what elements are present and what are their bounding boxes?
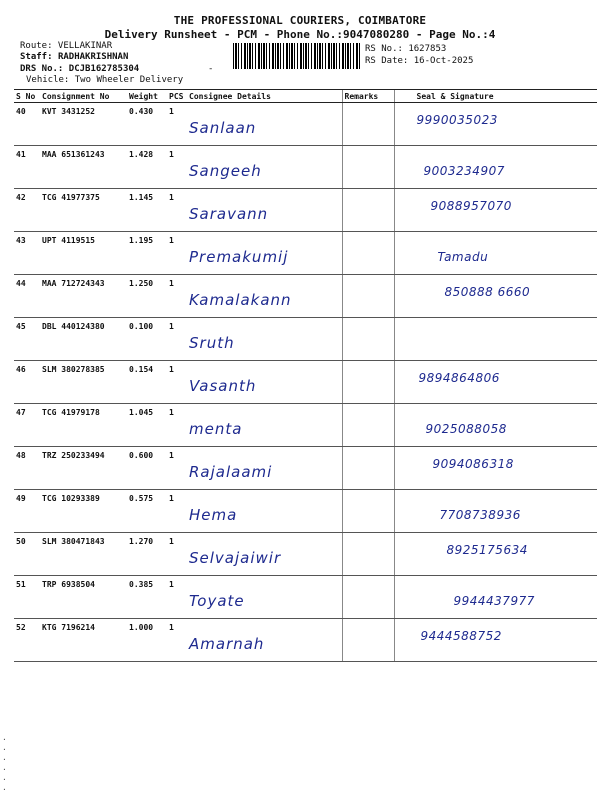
cell-consignment: KTG 7196214 (40, 619, 127, 662)
table-row (14, 232, 597, 275)
table-row (14, 361, 597, 404)
signature-handwriting: 7708738936 (439, 508, 521, 522)
drs-number: DCJB162785304 (68, 64, 140, 74)
cell-consignee (187, 404, 342, 447)
cell-weight: 0.100 (127, 318, 167, 361)
consignee-handwriting: Premakumij (189, 248, 289, 266)
cell-pcs: 1 (167, 576, 187, 619)
signature-handwriting: 9990035023 (416, 113, 498, 127)
cell-consignee (187, 533, 342, 576)
cell-seal (394, 361, 597, 404)
cell-sno: 45 (14, 318, 40, 361)
col-sno: S No (14, 90, 40, 103)
cell-remarks (342, 490, 394, 533)
staff-line (20, 52, 128, 62)
cell-consignee (187, 318, 342, 361)
signature-handwriting: 9003234907 (423, 164, 505, 178)
cell-consignee (187, 447, 342, 490)
signature-handwriting: 9094086318 (432, 457, 514, 471)
signature-handwriting: 9894864806 (418, 371, 500, 385)
cell-weight: 1.045 (127, 404, 167, 447)
cell-consignment: MAA 712724343 (40, 275, 127, 318)
table-header-row (14, 90, 597, 103)
cell-sno: 43 (14, 232, 40, 275)
cell-pcs: 1 (167, 447, 187, 490)
cell-consignee (187, 232, 342, 275)
table-row (14, 189, 597, 232)
cell-consignment: KVT 3431252 (40, 103, 127, 146)
table-row (14, 447, 597, 490)
cell-seal (394, 619, 597, 662)
cell-pcs: 1 (167, 619, 187, 662)
drs-line (20, 64, 139, 74)
cell-weight: 1.428 (127, 146, 167, 189)
cell-pcs: 1 (167, 103, 187, 146)
document-title: THE PROFESSIONAL COURIERS, COIMBATORE (173, 14, 427, 27)
cell-remarks (342, 404, 394, 447)
cell-weight: 1.250 (127, 275, 167, 318)
cell-sno: 41 (14, 146, 40, 189)
cell-remarks (342, 361, 394, 404)
cell-consignment: DBL 440124380 (40, 318, 127, 361)
table-row (14, 146, 597, 189)
drs-dash: - (208, 64, 214, 74)
cell-consignee (187, 490, 342, 533)
col-consignee: Consignee Details (187, 90, 342, 103)
cell-sno: 49 (14, 490, 40, 533)
cell-pcs: 1 (167, 189, 187, 232)
cell-weight: 0.385 (127, 576, 167, 619)
cell-weight: 0.430 (127, 103, 167, 146)
cell-remarks (342, 447, 394, 490)
cell-pcs: 1 (167, 232, 187, 275)
cell-pcs: 1 (167, 533, 187, 576)
table-row (14, 490, 597, 533)
consignee-handwriting: Selvajaiwir (189, 549, 282, 567)
cell-remarks (342, 103, 394, 146)
consignee-handwriting: Toyate (189, 592, 245, 610)
rs-number: RS No.: 1627853 (365, 44, 447, 54)
cell-sno: 42 (14, 189, 40, 232)
consignee-handwriting: Sruth (189, 334, 235, 352)
consignee-handwriting: Hema (189, 506, 238, 524)
table-row (14, 318, 597, 361)
cell-seal (394, 232, 597, 275)
cell-weight: 1.145 (127, 189, 167, 232)
cell-remarks (342, 232, 394, 275)
cell-weight: 1.270 (127, 533, 167, 576)
cell-consignment: SLM 380278385 (40, 361, 127, 404)
consignee-handwriting: Sanlaan (189, 119, 257, 137)
consignee-handwriting: Sangeeh (189, 162, 262, 180)
cell-remarks (342, 146, 394, 189)
table-row (14, 533, 597, 576)
table-row (14, 275, 597, 318)
col-remarks: Remarks (342, 90, 394, 103)
cell-consignment: TCG 41977375 (40, 189, 127, 232)
table-row (14, 576, 597, 619)
cell-consignee (187, 619, 342, 662)
col-pcs: PCS (167, 90, 187, 103)
cell-sno: 40 (14, 103, 40, 146)
cell-weight: 0.600 (127, 447, 167, 490)
col-consignment: Consignment No (40, 90, 127, 103)
cell-pcs: 1 (167, 318, 187, 361)
cell-sno: 46 (14, 361, 40, 404)
runsheet-table (14, 89, 597, 662)
cell-consignee (187, 275, 342, 318)
cell-consignee (187, 146, 342, 189)
cell-remarks (342, 533, 394, 576)
cell-remarks (342, 318, 394, 361)
consignee-handwriting: Amarnah (189, 635, 265, 653)
cell-consignment: TCG 10293389 (40, 490, 127, 533)
col-seal: Seal & Signature (394, 90, 597, 103)
cell-consignment: TRP 6938504 (40, 576, 127, 619)
cell-sno: 47 (14, 404, 40, 447)
cell-weight: 0.154 (127, 361, 167, 404)
staff-label: Staff: (20, 52, 53, 62)
signature-handwriting: 8925175634 (446, 543, 528, 557)
cell-remarks (342, 576, 394, 619)
cell-sno: 48 (14, 447, 40, 490)
table-row (14, 404, 597, 447)
cell-consignment: SLM 380471843 (40, 533, 127, 576)
signature-handwriting: 9025088058 (425, 422, 507, 436)
cell-seal (394, 576, 597, 619)
consignee-handwriting: Kamalakann (189, 291, 292, 309)
signature-handwriting: 9944437977 (453, 594, 535, 608)
document-subtitle: Delivery Runsheet - PCM - Phone No.:9047080280 - Page No.:4 (104, 28, 496, 41)
cell-remarks (342, 189, 394, 232)
cell-pcs: 1 (167, 404, 187, 447)
cell-sno: 44 (14, 275, 40, 318)
cell-pcs: 1 (167, 361, 187, 404)
cell-pcs: 1 (167, 490, 187, 533)
cell-pcs: 1 (167, 146, 187, 189)
cell-consignment: TRZ 250233494 (40, 447, 127, 490)
vehicle-label: Vehicle: Two Wheeler Delivery (26, 75, 184, 85)
consignee-handwriting: Rajalaami (189, 463, 273, 481)
consignee-handwriting: Saravann (189, 205, 269, 223)
signature-handwriting: Tamadu (437, 250, 489, 264)
cell-seal (394, 189, 597, 232)
staff-name: RADHAKRISHNAN (57, 52, 129, 62)
cell-sno: 50 (14, 533, 40, 576)
cell-consignee (187, 361, 342, 404)
table-row (14, 103, 597, 146)
cell-sno: 51 (14, 576, 40, 619)
cell-weight: 1.000 (127, 619, 167, 662)
cell-seal (394, 404, 597, 447)
cell-remarks (342, 275, 394, 318)
route-label: Route: VELLAKINAR (20, 41, 113, 51)
margin-dots: · · · · · · (2, 735, 7, 794)
signature-handwriting: 850888 6660 (444, 285, 531, 299)
cell-sno: 52 (14, 619, 40, 662)
cell-remarks (342, 619, 394, 662)
drs-label: DRS No.: (20, 64, 64, 74)
cell-seal (394, 146, 597, 189)
cell-weight: 1.195 (127, 232, 167, 275)
cell-consignment: TCG 41979178 (40, 404, 127, 447)
col-weight: Weight (127, 90, 167, 103)
cell-seal (394, 533, 597, 576)
cell-weight: 0.575 (127, 490, 167, 533)
cell-seal (394, 318, 597, 361)
cell-consignee (187, 576, 342, 619)
rs-date: RS Date: 16-Oct-2025 (365, 56, 474, 66)
cell-consignment: UPT 4119515 (40, 232, 127, 275)
cell-seal (394, 447, 597, 490)
barcode-image (233, 43, 361, 69)
cell-seal (394, 103, 597, 146)
cell-consignee (187, 103, 342, 146)
cell-seal (394, 275, 597, 318)
signature-handwriting: 9444588752 (420, 629, 502, 643)
table-row (14, 619, 597, 662)
cell-seal (394, 490, 597, 533)
consignee-handwriting: Vasanth (189, 377, 257, 395)
cell-consignment: MAA 651361243 (40, 146, 127, 189)
cell-consignee (187, 189, 342, 232)
cell-pcs: 1 (167, 275, 187, 318)
consignee-handwriting: menta (189, 420, 243, 438)
signature-handwriting: 9088957070 (430, 199, 512, 213)
